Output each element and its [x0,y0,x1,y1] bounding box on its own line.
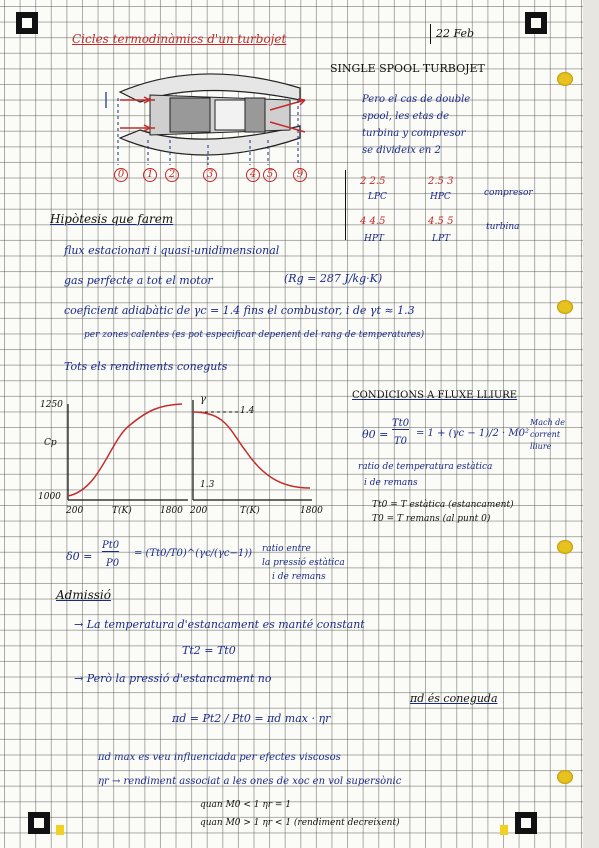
station-label-5: 5 [263,168,277,182]
mach-note-2: corrent [530,430,561,439]
admission-line1: → La temperatura d'estancament es manté constant [74,618,365,631]
delta-note-1: ratio entre [262,544,311,554]
lpc-stations: 2 2.5 [360,176,386,187]
admission-heading: Admissió [56,588,111,602]
gamma-axis-label: γ [200,394,206,405]
station-label-9: 9 [293,168,307,182]
gamma-x-start: 200 [190,506,208,516]
theta-rhs: = 1 + (γc − 1)/2 · M0² [416,428,530,439]
admission-case2: quan M0 > 1 ηr < 1 (rendiment decreixent) [200,818,400,828]
gamma-bottom-tick: 1.3 [200,480,215,490]
delta-frac-num: Pt0 [102,540,120,551]
theta-frac-num: Tt0 [392,418,410,429]
delta-equation: = (Tt0/T0)^(γc/(γc−1)) [134,548,253,559]
free-flow-heading: CONDICIONS A FLUXE LLIURE [352,390,518,401]
hpc-label: HPC [430,192,451,202]
station-label-1: 1 [143,168,157,182]
single-spool-title: SINGLE SPOOL TURBOJET [330,62,485,75]
delta-note-3: i de remans [272,572,326,582]
delta-frac-den: P0 [106,558,120,569]
cp-x-start: 200 [66,506,84,516]
delta-lhs: δ0 = [66,550,93,563]
ratio-note-1: ratio de temperatura estàtica [358,462,493,472]
delta-note-2: la pressió estàtica [262,558,345,568]
mach-note-1: Mach de [530,418,565,427]
admission-note1: πd max es veu influenciada per efectes viscosos [98,752,341,763]
cp-axis-label: Cp [44,438,57,448]
compressor-label: compresor [484,188,533,198]
lpt-stations: 4.5 5 [428,216,454,227]
gamma-x-end: 1800 [300,506,323,516]
hpt-stations: 4 4.5 [360,216,386,227]
theta-frac-den: T0 [394,436,408,447]
hypothesis-1: flux estacionari i quasi-unidimensional [64,244,280,257]
station-label-2: 2 [165,168,179,182]
hypothesis-2: gas perfecte a tot el motor [64,274,213,287]
hypothesis-4: Tots els rendiments coneguts [64,360,228,373]
ratio-note-2: i de remans [364,478,418,488]
t0-definition: T0 = T remans (al punt 0) [372,514,491,524]
page-title: Cicles termodinàmics d'un turbojet [72,32,287,46]
admission-note2: ηr → rendiment associat a les ones de xoc en vol supersònic [98,776,402,787]
cp-bottom-tick: 1000 [38,492,61,502]
cp-xlabel: T(K) [112,506,132,516]
lpc-label: LPC [368,192,387,202]
station-label-3: 3 [203,168,217,182]
double-spool-note-line4: se divideix en 2 [362,145,441,156]
gamma-top-tick: 1.4 [240,406,255,416]
turbine-label: turbina [486,222,520,232]
pi-d-known: πd és coneguda [410,692,498,705]
lpt-label: LPT [432,234,451,244]
page-edge [583,0,599,848]
tt0-definition: Tt0 = T estàtica (estancament) [372,500,514,510]
cp-x-end: 1800 [160,506,183,516]
double-spool-note-line2: spool, les etas de [362,111,450,122]
station-label-4: 4 [246,168,260,182]
double-spool-note-line3: turbina y compresor [362,128,466,139]
hypotheses-heading: Hipòtesis que farem [50,212,174,226]
mach-note-3: lliure [530,442,552,451]
cp-top-tick: 1250 [40,400,63,410]
rg-formula: (Rg = 287 J/kg·K) [284,272,383,285]
admission-line2: → Però la pressió d'estancament no [74,672,272,685]
hypothesis-3-cont: per zones calentes (es pot especificar depenent del rang de temperatures) [84,330,425,340]
theta-lhs: θ0 = [362,428,389,441]
admission-eq2: πd = Pt2 / Pt0 = πd max · ηr [172,712,331,725]
date-label: 22 Feb [436,27,475,40]
admission-case1: quan M0 < 1 ηr = 1 [200,800,292,810]
hypothesis-3: coeficient adiabàtic de γc = 1.4 fins el combustor, i de γt ≈ 1.3 [64,304,415,317]
hpt-label: HPT [364,234,384,244]
gamma-xlabel: T(K) [240,506,260,516]
double-spool-note-line1: Pero el cas de double [362,94,471,105]
admission-eq1: Tt2 = Tt0 [182,644,236,657]
hpc-stations: 2.5 3 [428,176,454,187]
station-label-0: 0 [114,168,128,182]
